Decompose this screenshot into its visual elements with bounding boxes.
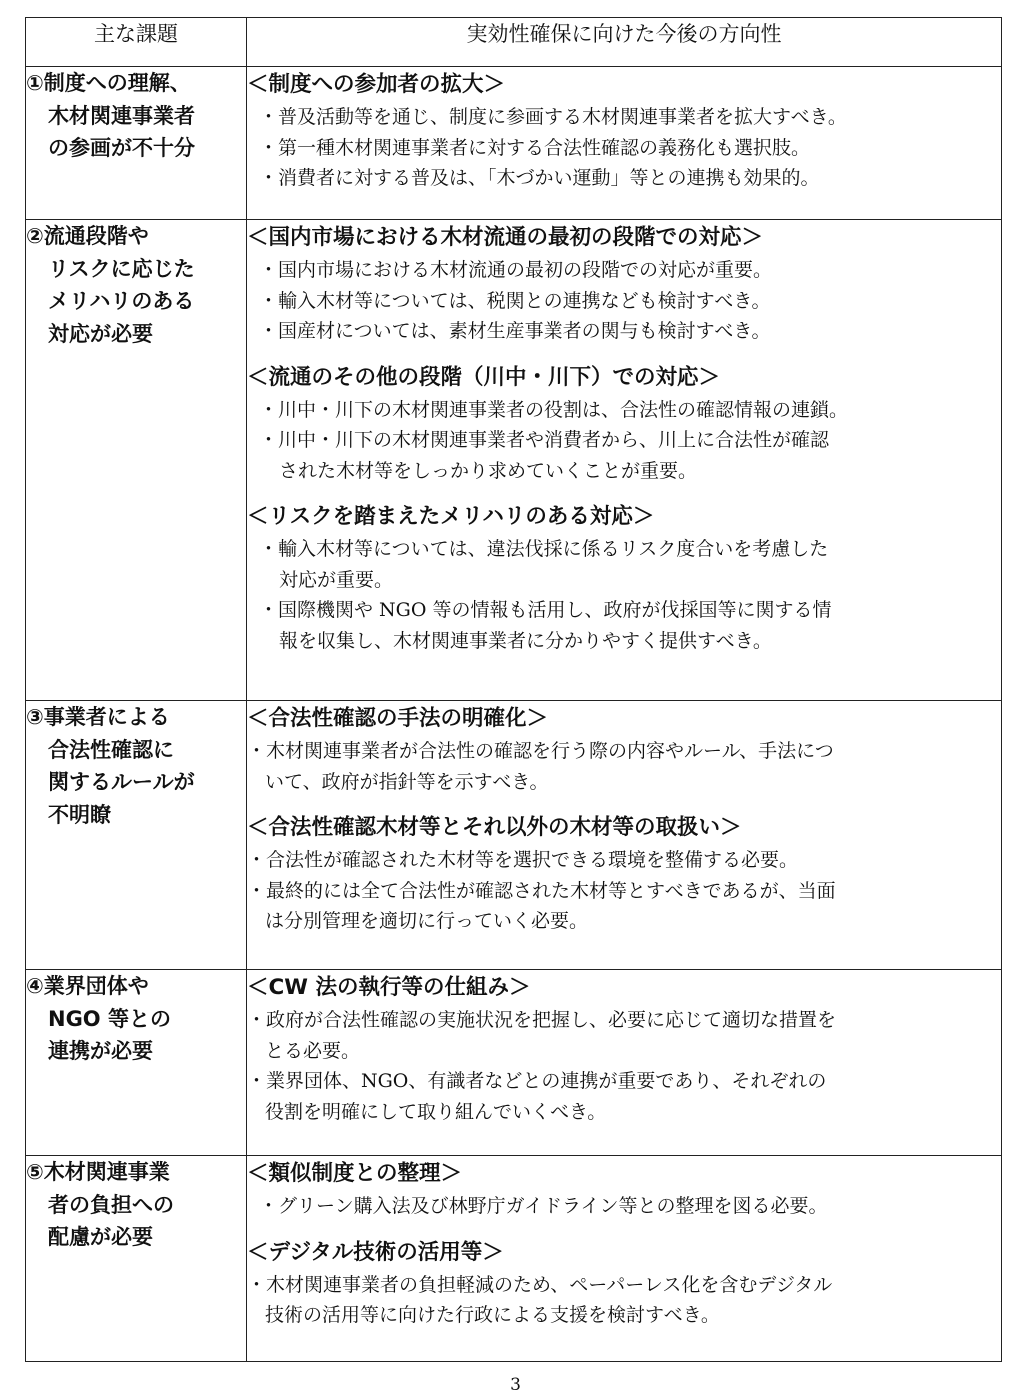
issues-table xyxy=(25,17,1002,1362)
direction-section xyxy=(247,701,1001,797)
bullet-item: ・合法性が確認された木材等を選択できる環境を整備する必要。 xyxy=(247,849,799,871)
bullet-item: ・政府が合法性確認の実施状況を把握し、必要に応じて適切な措置を xyxy=(247,1009,837,1031)
issue-line: 不明瞭 xyxy=(48,802,111,827)
section-title: ＜類似制度との整理＞ xyxy=(247,1161,463,1186)
bullet-item: ・国産材については、素材生産事業者の関与も検討すべき。 xyxy=(259,320,771,342)
header-future-direction: 実効性確保に向けた今後の方向性 xyxy=(247,18,1002,67)
bullet-item: ・国際機関や NGO 等の情報も活用し、政府が伐採国等に関する情 xyxy=(259,599,832,621)
direction-section xyxy=(247,1156,1001,1222)
section-title: ＜流通のその他の段階（川中・川下）での対応＞ xyxy=(247,364,721,390)
bullet-item: 対応が重要。 xyxy=(279,568,394,591)
bullet-item: 報を収集し、木材関連事業者に分かりやすく提供すべき。 xyxy=(279,629,772,652)
issue-line: 関するルールが xyxy=(48,770,195,794)
issue-line: 対応が必要 xyxy=(48,321,153,346)
bullet-item: は分別管理を適切に行っていく必要。 xyxy=(265,910,589,932)
direction-cell xyxy=(247,67,1002,220)
bullet-item: ・木材関連事業者の負担軽減のため、ペーパーレス化を含むデジタル xyxy=(247,1273,833,1296)
bullet-item: ・輸入木材等については、違法伐採に係るリスク度合いを考慮した xyxy=(259,538,829,560)
page-number: 3 xyxy=(510,1375,521,1395)
issue-line: NGO 等との xyxy=(48,1006,171,1031)
table-row xyxy=(26,67,1002,220)
issue-cell xyxy=(26,701,247,970)
bullet-item: された木材等をしっかり求めていくことが重要。 xyxy=(279,459,698,482)
bullet-item: とる必要。 xyxy=(265,1039,361,1062)
header-main-issues: 主な課題 xyxy=(26,18,247,67)
bullet-item: ・消費者に対する普及は、「木づかい運動」等との連携も効果的。 xyxy=(259,167,820,189)
table-row xyxy=(26,701,1002,970)
issue-line: ②流通段階や xyxy=(26,224,149,248)
issue-line: ③事業者による xyxy=(26,705,170,729)
issue-line: の参画が不十分 xyxy=(48,136,195,160)
section-title: ＜合法性確認木材等とそれ以外の木材等の取扱い＞ xyxy=(247,815,742,840)
issue-line: 連携が必要 xyxy=(48,1039,153,1063)
issue-line: 者の負担への xyxy=(48,1192,174,1217)
bullet-item: ・国内市場における木材流通の最初の段階での対応が重要。 xyxy=(259,259,773,281)
direction-cell xyxy=(247,970,1002,1156)
bullet-item: ・第一種木材関連事業者に対する合法性確認の義務化も選択肢。 xyxy=(259,136,811,159)
issue-line: 木材関連事業者 xyxy=(48,103,195,128)
issue-line: メリハリのある xyxy=(48,289,195,313)
issue-cell xyxy=(26,1156,247,1362)
issue-cell xyxy=(26,67,247,220)
bullet-item: いて、政府が指針等を示すべき。 xyxy=(265,770,549,793)
direction-section xyxy=(247,360,1001,487)
table-row xyxy=(26,220,1002,701)
bullet-item: 技術の活用等に向けた行政による支援を検討すべき。 xyxy=(265,1304,720,1326)
direction-cell xyxy=(247,220,1002,701)
table-row xyxy=(26,970,1002,1156)
issue-line: リスクに応じた xyxy=(48,256,195,281)
section-title: ＜デジタル技術の活用等＞ xyxy=(247,1239,504,1265)
direction-cell xyxy=(247,1156,1002,1362)
direction-section xyxy=(247,810,1001,937)
table-row xyxy=(26,1156,1002,1362)
bullet-item: ・普及活動等を通じ、制度に参画する木材関連事業者を拡大すべき。 xyxy=(259,106,847,128)
direction-cell xyxy=(247,701,1002,970)
direction-section xyxy=(247,499,1001,656)
issue-line: 合法性確認に xyxy=(48,737,174,762)
table-header-row xyxy=(26,18,1002,67)
bullet-item: ・最終的には全て合法性が確認された木材等とすべきであるが、当面 xyxy=(247,879,836,902)
direction-section xyxy=(247,220,1001,347)
bullet-item: ・木材関連事業者が合法性の確認を行う際の内容やルール、手法につ xyxy=(247,740,834,762)
issue-line: 配慮が必要 xyxy=(48,1225,153,1249)
bullet-item: ・輸入木材等については、税関との連携なども検討すべき。 xyxy=(259,289,771,312)
bullet-item: ・グリーン購入法及び林野庁ガイドライン等との整理を図る必要。 xyxy=(259,1195,828,1217)
bullet-item: ・業界団体、NGO、有識者などとの連携が重要であり、それぞれの xyxy=(247,1070,827,1092)
section-title: ＜制度への参加者の拡大＞ xyxy=(247,72,506,97)
section-title: ＜CW 法の執行等の仕組み＞ xyxy=(247,975,531,1000)
issue-cell xyxy=(26,220,247,701)
issue-line: ⑤木材関連事業 xyxy=(26,1160,170,1184)
issue-cell xyxy=(26,970,247,1156)
bullet-item: ・川中・川下の木材関連事業者や消費者から、川上に合法性が確認 xyxy=(259,429,830,451)
direction-section xyxy=(247,67,1001,194)
bullet-item: 役割を明確にして取り組んでいくべき。 xyxy=(265,1100,607,1123)
issue-line: ④業界団体や xyxy=(26,974,149,998)
bullet-item: ・川中・川下の木材関連事業者の役割は、合法性の確認情報の連鎖。 xyxy=(259,398,849,421)
direction-section xyxy=(247,970,1001,1127)
section-title: ＜国内市場における木材流通の最初の段階での対応＞ xyxy=(247,225,764,250)
issue-line: ①制度への理解、 xyxy=(26,71,191,95)
section-title: ＜リスクを踏まえたメリハリのある対応＞ xyxy=(247,504,655,529)
section-title: ＜合法性確認の手法の明確化＞ xyxy=(247,706,549,731)
direction-section xyxy=(247,1235,1001,1331)
